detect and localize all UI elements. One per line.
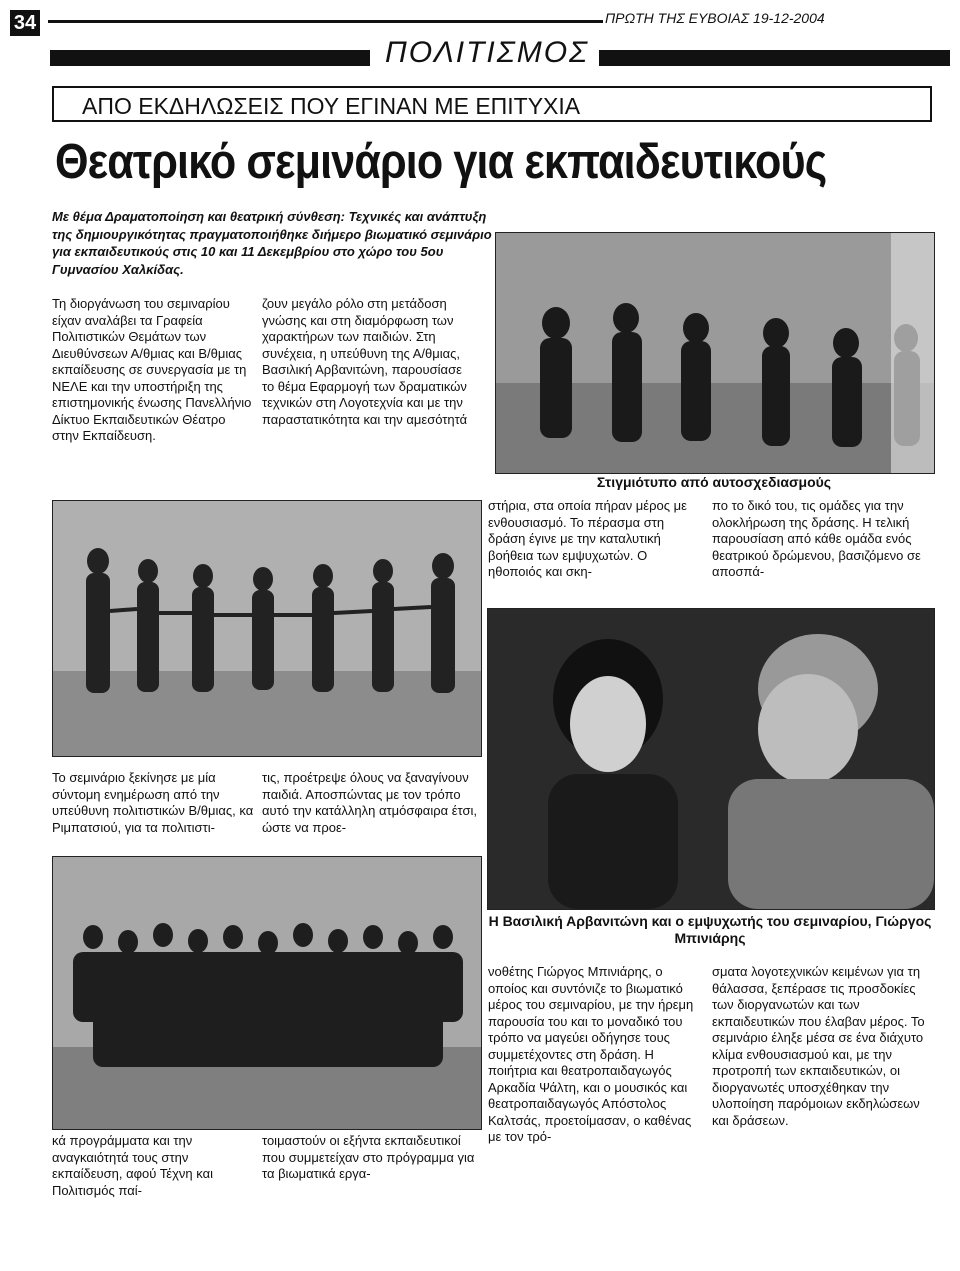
section-bar-left xyxy=(50,50,370,66)
article-column-2: ζουν μεγάλο ρόλο στη μετάδοση γνώσης και στη διαμόρφωση των χαρακτήρων των παιδιών. Στη συνέχεια, η υπεύθυνη της Α/θμιας, Βασιλική Αρβανιτώνη, παρουσίασε το θέμα Εφαρμογή των δραματικών τεχνικών στη Λογοτεχνία και με την παραστατικότητα και την αμεσότητά xyxy=(262,296,468,427)
article-column-5: Το σεμινάριο ξεκίνησε με μία σύντομη ενημέρωση από την υπεύθυνη πολιτιστικών Β/θμιας, κα Ριμπατσιού, για τα πολιτιστι- xyxy=(52,770,254,835)
newspaper-name-date: ΠΡΩΤΗ ΤΗΣ ΕΥΒΟΙΑΣ 19-12-2004 xyxy=(605,10,825,26)
headline: Θεατρικό σεμινάριο για εκπαιδευτικούς xyxy=(55,135,827,189)
photo-portrait-image xyxy=(488,609,934,909)
photo-group xyxy=(52,856,482,1130)
photo-circle-dance xyxy=(52,500,482,757)
article-column-7: κά προγράμματα και την αναγκαιότητά τους στην εκπαίδευση, αφού Τέχνη και Πολιτισμός παί- xyxy=(52,1133,213,1198)
kicker-box: ΑΠΟ ΕΚΔΗΛΩΣΕΙΣ ΠΟΥ ΕΓΙΝΑΝ ΜΕ ΕΠΙΤΥΧΙΑ xyxy=(52,86,932,122)
caption-improvisation: Στιγμιότυπο από αυτοσχεδιασμούς xyxy=(596,474,832,490)
article-column-9: νοθέτης Γιώργος Μπινιάρης, ο οποίος και συντόνιζε το βιωματικό μέρος του σεμιναρίου, με την ήρεμη παρουσία του και το μοναδικό του τρόπο να μαγεύει οδήγησε τους συμμετέχοντες στη δράση. Η ποιήτρια και θεατροπαιδαγωγός Αρκαδία Ψάλτη, και ο μουσικός και θεατροπαιδαγωγός Απόστολος Καλτσάς, προετοίμασαν, ο καθένας με τον τρό- xyxy=(488,964,694,1144)
photo-arvanitoni-biniaris xyxy=(487,608,935,910)
photo-circle-dance-image xyxy=(53,501,481,756)
article-column-8: τοιμαστούν οι εξήντα εκπαιδευτικοί που συμμετείχαν στο πρόγραμμα για τα βιωματικά εργα- xyxy=(262,1133,475,1181)
article-column-4: πο το δικό του, τις ομάδες για την ολοκλήρωση της δράσης. Η τελική παρουσίαση από κάθε ομάδα ενός θεατρικού δρώμενου, βασιζόμενο σε αποσπά- xyxy=(712,498,921,579)
page-number: 34 xyxy=(10,10,40,36)
section-bar-right xyxy=(590,50,950,66)
lead-paragraph: Με θέμα Δραματοποίηση και θεατρική σύνθεση: Τεχνικές και ανάπτυξη της δημιουργικότητας πραγματοποιήθηκε διήμερο βιωματικό σεμινάριο για εκπαιδευτικούς στις 10 και 11 Δεκεμβρίου στο χώρο του 5ου Γυμνασίου Χαλκίδας. xyxy=(52,209,492,277)
article-column-1: Τη διοργάνωση του σεμιναρίου είχαν αναλάβει τα Γραφεία Πολιτιστικών Θεμάτων των Διευθύνσεων Α/θμιας και Β/θμιας εκπαίδευσης σε συνεργασία με τη ΝΕΛΕ και την υποστήριξη της επιστημονικής ένωσης Πανελλήνιο Δίκτυο Εκπαιδευτικών Θέατρο στην Εκπαίδευση. xyxy=(52,296,252,443)
photo-improvisation-image xyxy=(496,233,934,473)
section-title: ΠΟΛΙΤΙΣΜΟΣ xyxy=(375,36,599,70)
caption-portrait: Η Βασιλική Αρβανιτώνη και ο εμψυχωτής του σεμιναρίου, Γιώργος Μπινιάρης xyxy=(488,913,932,946)
article-column-10: σματα λογοτεχνικών κειμένων για τη θάλασσα, ξεπέρασε τις προσδοκίες των διοργανωτών και των εκπαιδευτικών που έλαβαν μέρος. Το σεμινάριο έληξε μέσα σε ένα διάχυτο κλίμα ενθουσιασμού και, με την προτροπή των εκπαιδευτικών, οι διοργανωτές υποσχέθηκαν την υλοποίηση παρόμοιων εκδηλώσεων και δράσεων. xyxy=(712,964,925,1128)
header-rule xyxy=(48,20,603,23)
article-column-3: στήρια, στα οποία πήραν μέρος με ενθουσιασμό. Το πέρασμα στη δράση έγινε με την καταλυτική βοήθεια των εμψυχωτών. Ο ηθοποιός και σκη- xyxy=(488,498,687,579)
photo-improvisation xyxy=(495,232,935,474)
article-column-6: τις, προέτρεψε όλους να ξαναγίνουν παιδιά. Αποσπώντας με τον τρόπο αυτό την κατάλληλη ατμόσφαιρα έτσι, ώστε να προε- xyxy=(262,770,477,835)
photo-group-image xyxy=(53,857,481,1129)
